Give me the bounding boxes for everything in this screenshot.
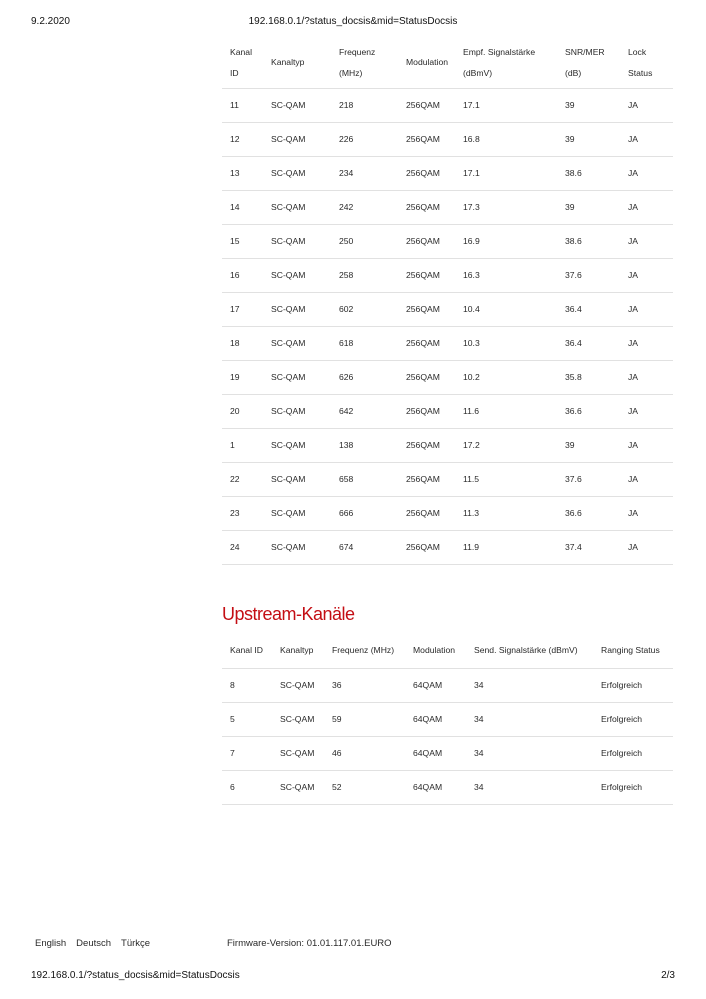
- cell-frequenz: 52: [324, 770, 405, 804]
- cell-ranging-status: Erfolgreich: [593, 770, 673, 804]
- table-row: [222, 736, 673, 770]
- cell-frequenz: 59: [324, 702, 405, 736]
- cell-frequenz: 626: [331, 360, 398, 394]
- cell-frequenz: 658: [331, 462, 398, 496]
- cell-modulation: 256QAM: [398, 258, 455, 292]
- cell-modulation: 64QAM: [405, 770, 466, 804]
- table-row: [222, 88, 673, 122]
- cell-signalstaerke: 10.2: [455, 360, 557, 394]
- cell-snr-mer: 36.4: [557, 326, 620, 360]
- cell-frequenz: 674: [331, 530, 398, 564]
- header-signalstaerke: Empf. Signalstärke (dBmV): [455, 38, 557, 88]
- cell-lock-status: JA: [620, 462, 673, 496]
- cell-snr-mer: 36.6: [557, 496, 620, 530]
- cell-ranging-status: Erfolgreich: [593, 736, 673, 770]
- upstream-header-row: [222, 634, 673, 668]
- cell-kanal-id: 1: [222, 428, 263, 462]
- cell-kanal-id: 5: [222, 702, 272, 736]
- table-row: [222, 394, 673, 428]
- cell-kanal-id: 19: [222, 360, 263, 394]
- cell-lock-status: JA: [620, 224, 673, 258]
- cell-kanal-id: 18: [222, 326, 263, 360]
- cell-send-signalstaerke: 34: [466, 702, 593, 736]
- cell-frequenz: 242: [331, 190, 398, 224]
- cell-lock-status: JA: [620, 360, 673, 394]
- cell-modulation: 256QAM: [398, 292, 455, 326]
- cell-lock-status: JA: [620, 258, 673, 292]
- print-url: 192.168.0.1/?status_docsis&mid=StatusDocsis: [248, 16, 458, 27]
- table-row: [222, 496, 673, 530]
- language-link-deutsch[interactable]: Deutsch: [76, 938, 112, 949]
- header-ranging-status: Ranging Status: [593, 634, 673, 668]
- cell-frequenz: 642: [331, 394, 398, 428]
- upstream-channel-table: [222, 634, 673, 805]
- cell-snr-mer: 38.6: [557, 156, 620, 190]
- cell-lock-status: JA: [620, 88, 673, 122]
- table-row: [222, 224, 673, 258]
- table-row: [222, 326, 673, 360]
- cell-signalstaerke: 11.9: [455, 530, 557, 564]
- cell-kanal-id: 22: [222, 462, 263, 496]
- cell-kanal-id: 24: [222, 530, 263, 564]
- table-row: [222, 292, 673, 326]
- cell-kanal-id: 17: [222, 292, 263, 326]
- cell-modulation: 64QAM: [405, 702, 466, 736]
- cell-modulation: 256QAM: [398, 88, 455, 122]
- cell-snr-mer: 39: [557, 190, 620, 224]
- cell-kanaltyp: SC-QAM: [272, 736, 324, 770]
- cell-signalstaerke: 16.8: [455, 122, 557, 156]
- cell-lock-status: JA: [620, 326, 673, 360]
- cell-lock-status: JA: [620, 156, 673, 190]
- table-row: [222, 428, 673, 462]
- cell-kanaltyp: SC-QAM: [263, 360, 331, 394]
- table-row: [222, 668, 673, 702]
- downstream-channel-table: [222, 38, 673, 565]
- cell-kanal-id: 11: [222, 88, 263, 122]
- cell-modulation: 256QAM: [398, 394, 455, 428]
- cell-lock-status: JA: [620, 190, 673, 224]
- cell-kanaltyp: SC-QAM: [263, 326, 331, 360]
- cell-signalstaerke: 10.3: [455, 326, 557, 360]
- cell-kanaltyp: SC-QAM: [272, 668, 324, 702]
- table-row: [222, 156, 673, 190]
- cell-modulation: 256QAM: [398, 530, 455, 564]
- cell-frequenz: 602: [331, 292, 398, 326]
- header-modulation: Modulation: [398, 38, 455, 88]
- header-lock-status: Lock Status: [620, 38, 673, 88]
- table-row: [222, 190, 673, 224]
- cell-modulation: 256QAM: [398, 496, 455, 530]
- cell-signalstaerke: 16.9: [455, 224, 557, 258]
- cell-kanaltyp: SC-QAM: [263, 88, 331, 122]
- cell-modulation: 64QAM: [405, 736, 466, 770]
- cell-signalstaerke: 10.4: [455, 292, 557, 326]
- cell-kanaltyp: SC-QAM: [263, 190, 331, 224]
- cell-snr-mer: 37.4: [557, 530, 620, 564]
- cell-kanaltyp: SC-QAM: [263, 224, 331, 258]
- cell-signalstaerke: 11.6: [455, 394, 557, 428]
- header-frequenz: Frequenz (MHz): [324, 634, 405, 668]
- language-link-english[interactable]: English: [35, 938, 67, 949]
- firmware-version: Firmware-Version: 01.01.117.01.EURO: [227, 938, 392, 949]
- cell-kanaltyp: SC-QAM: [263, 292, 331, 326]
- cell-kanal-id: 15: [222, 224, 263, 258]
- cell-kanal-id: 12: [222, 122, 263, 156]
- cell-frequenz: 666: [331, 496, 398, 530]
- cell-kanaltyp: SC-QAM: [272, 770, 324, 804]
- header-kanaltyp: Kanaltyp: [272, 634, 324, 668]
- cell-modulation: 64QAM: [405, 668, 466, 702]
- cell-signalstaerke: 16.3: [455, 258, 557, 292]
- print-date: 9.2.2020: [31, 16, 70, 27]
- cell-kanaltyp: SC-QAM: [263, 258, 331, 292]
- cell-modulation: 256QAM: [398, 360, 455, 394]
- cell-signalstaerke: 17.2: [455, 428, 557, 462]
- page-number: 2/3: [661, 970, 675, 981]
- cell-signalstaerke: 11.3: [455, 496, 557, 530]
- print-footer-url: 192.168.0.1/?status_docsis&mid=StatusDocsis: [31, 970, 240, 981]
- table-row: [222, 122, 673, 156]
- cell-snr-mer: 36.4: [557, 292, 620, 326]
- header-kanal-id: Kanal ID: [222, 38, 263, 88]
- cell-kanaltyp: SC-QAM: [263, 156, 331, 190]
- cell-snr-mer: 39: [557, 428, 620, 462]
- cell-frequenz: 46: [324, 736, 405, 770]
- cell-lock-status: JA: [620, 292, 673, 326]
- cell-kanaltyp: SC-QAM: [263, 122, 331, 156]
- page-footer: [0, 938, 706, 952]
- header-kanal-id: Kanal ID: [222, 634, 272, 668]
- cell-frequenz: 618: [331, 326, 398, 360]
- header-send-signalstaerke: Send. Signalstärke (dBmV): [466, 634, 593, 668]
- cell-lock-status: JA: [620, 496, 673, 530]
- table-row: [222, 462, 673, 496]
- header-modulation: Modulation: [405, 634, 466, 668]
- header-snr-mer: SNR/MER (dB): [557, 38, 620, 88]
- cell-ranging-status: Erfolgreich: [593, 702, 673, 736]
- cell-modulation: 256QAM: [398, 326, 455, 360]
- cell-snr-mer: 36.6: [557, 394, 620, 428]
- cell-kanaltyp: SC-QAM: [263, 428, 331, 462]
- cell-kanal-id: 6: [222, 770, 272, 804]
- cell-signalstaerke: 17.1: [455, 88, 557, 122]
- cell-kanaltyp: SC-QAM: [263, 530, 331, 564]
- cell-send-signalstaerke: 34: [466, 668, 593, 702]
- cell-modulation: 256QAM: [398, 190, 455, 224]
- cell-signalstaerke: 17.1: [455, 156, 557, 190]
- table-row: [222, 258, 673, 292]
- language-selector: [35, 938, 150, 949]
- cell-signalstaerke: 17.3: [455, 190, 557, 224]
- cell-lock-status: JA: [620, 394, 673, 428]
- cell-kanal-id: 20: [222, 394, 263, 428]
- cell-modulation: 256QAM: [398, 122, 455, 156]
- language-link-turkce[interactable]: Türkçe: [121, 938, 151, 949]
- cell-send-signalstaerke: 34: [466, 736, 593, 770]
- cell-lock-status: JA: [620, 428, 673, 462]
- cell-frequenz: 234: [331, 156, 398, 190]
- upstream-section-title: Upstream-Kanäle: [222, 604, 355, 624]
- cell-kanaltyp: SC-QAM: [272, 702, 324, 736]
- cell-snr-mer: 38.6: [557, 224, 620, 258]
- cell-frequenz: 218: [331, 88, 398, 122]
- print-header: [0, 16, 706, 30]
- cell-frequenz: 138: [331, 428, 398, 462]
- cell-kanaltyp: SC-QAM: [263, 462, 331, 496]
- cell-modulation: 256QAM: [398, 156, 455, 190]
- cell-kanal-id: 13: [222, 156, 263, 190]
- table-row: [222, 530, 673, 564]
- cell-snr-mer: 39: [557, 88, 620, 122]
- cell-snr-mer: 39: [557, 122, 620, 156]
- cell-send-signalstaerke: 34: [466, 770, 593, 804]
- cell-ranging-status: Erfolgreich: [593, 668, 673, 702]
- downstream-header-row: [222, 38, 673, 88]
- cell-signalstaerke: 11.5: [455, 462, 557, 496]
- cell-frequenz: 258: [331, 258, 398, 292]
- cell-frequenz: 250: [331, 224, 398, 258]
- cell-kanal-id: 7: [222, 736, 272, 770]
- cell-snr-mer: 37.6: [557, 462, 620, 496]
- cell-kanaltyp: SC-QAM: [263, 394, 331, 428]
- cell-modulation: 256QAM: [398, 224, 455, 258]
- cell-kanal-id: 14: [222, 190, 263, 224]
- cell-kanaltyp: SC-QAM: [263, 496, 331, 530]
- print-footer: [0, 970, 706, 984]
- cell-lock-status: JA: [620, 530, 673, 564]
- table-row: [222, 770, 673, 804]
- cell-frequenz: 226: [331, 122, 398, 156]
- cell-modulation: 256QAM: [398, 428, 455, 462]
- cell-frequenz: 36: [324, 668, 405, 702]
- table-row: [222, 702, 673, 736]
- header-frequenz: Frequenz (MHz): [331, 38, 398, 88]
- cell-snr-mer: 37.6: [557, 258, 620, 292]
- cell-kanal-id: 8: [222, 668, 272, 702]
- table-row: [222, 360, 673, 394]
- cell-kanal-id: 23: [222, 496, 263, 530]
- cell-lock-status: JA: [620, 122, 673, 156]
- header-kanaltyp: Kanaltyp: [263, 38, 331, 88]
- cell-kanal-id: 16: [222, 258, 263, 292]
- cell-snr-mer: 35.8: [557, 360, 620, 394]
- cell-modulation: 256QAM: [398, 462, 455, 496]
